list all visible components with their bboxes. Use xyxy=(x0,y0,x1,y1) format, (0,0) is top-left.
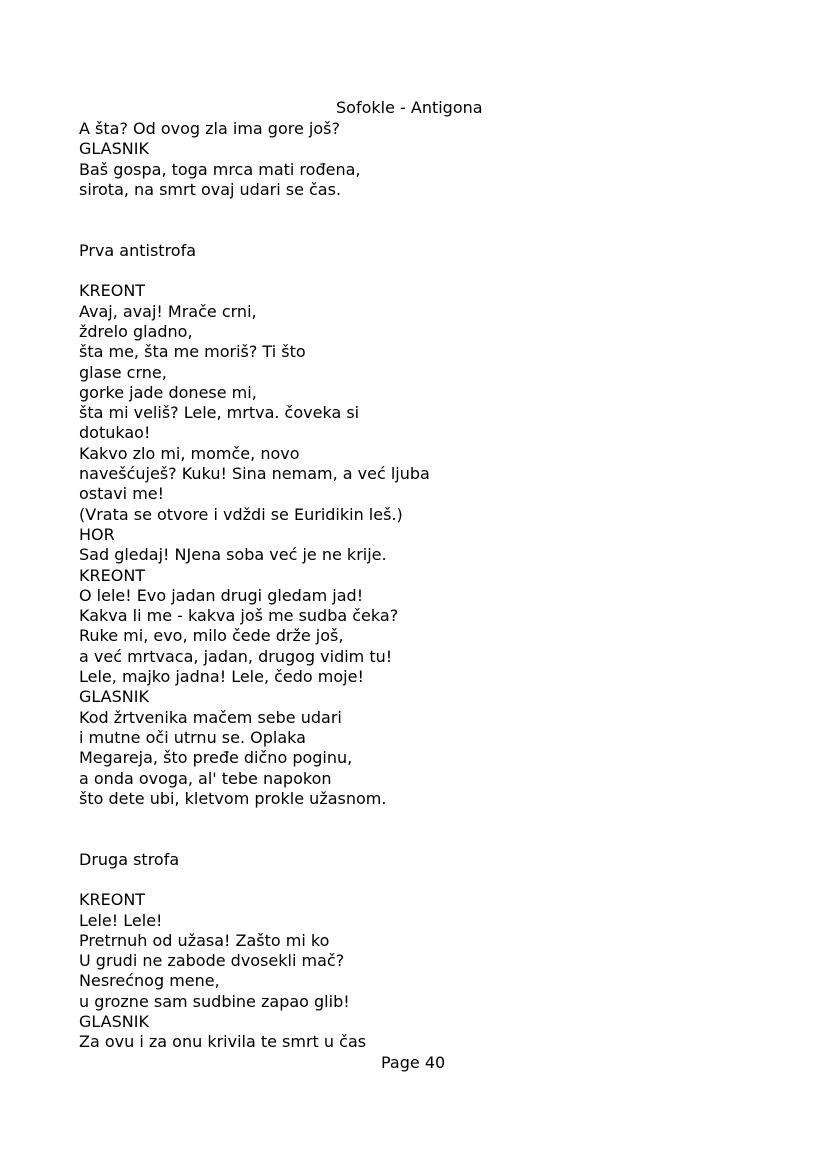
text-line: glase crne, xyxy=(79,362,167,382)
text-line: a već mrtvaca, jadan, drugog vidim tu! xyxy=(79,646,393,666)
text-line: Nesrećnog mene, xyxy=(79,971,220,991)
text-line: GLASNIK xyxy=(79,687,149,707)
text-line: A šta? Od ovog zla ima gore još? xyxy=(79,119,340,138)
text-line: GLASNIK xyxy=(79,139,149,159)
text-line: U grudi ne zabode dvosekli mač? xyxy=(79,951,345,971)
text-line: Pretrnuh od užasa! Zašto mi ko xyxy=(79,930,330,950)
blank-line xyxy=(79,809,779,829)
running-header: Sofokle - Antigona xyxy=(336,98,483,117)
text-line: Sad gledaj! NJena soba već je ne krije. xyxy=(79,545,387,565)
play-text xyxy=(79,119,779,1053)
text-line: Avaj, avaj! Mrače crni, xyxy=(79,301,257,321)
blank-line xyxy=(79,200,779,220)
text-line: Baš gospa, toga mrca mati rođena, xyxy=(79,159,361,179)
blank-line xyxy=(79,261,779,281)
text-line: O lele! Evo jadan drugi gledam jad! xyxy=(79,585,364,605)
text-line: GLASNIK xyxy=(79,1012,149,1032)
text-line: KREONT xyxy=(79,565,146,585)
text-line: a onda ovoga, al' tebe napokon xyxy=(79,768,332,788)
text-line: HOR xyxy=(79,524,115,544)
text-line: KREONT xyxy=(79,281,146,301)
text-line: (Vrata se otvore i vdždi se Euridikin leš.) xyxy=(79,504,403,524)
text-line: Megareja, što pređe dično poginu, xyxy=(79,748,353,768)
text-line: Lele, majko jadna! Lele, čedo moje! xyxy=(79,667,364,687)
text-line: Lele! Lele! xyxy=(79,910,163,930)
page-number: Page 40 xyxy=(381,1053,446,1072)
text-line: šta mi veliš? Lele, mrtva. čoveka si xyxy=(79,403,360,423)
text-line: ostavi me! xyxy=(79,484,165,504)
text-line: gorke jade donese mi, xyxy=(79,382,257,402)
text-line: sirota, na smrt ovaj udari se čas. xyxy=(79,179,342,199)
text-line: i mutne oči utrnu se. Oplaka xyxy=(79,727,306,747)
text-line: u grozne sam sudbine zapao glib! xyxy=(79,991,350,1011)
text-line: Kakva li me - kakva još me sudba čeka? xyxy=(79,606,399,626)
text-line: ždrelo gladno, xyxy=(79,321,193,341)
text-line: KREONT xyxy=(79,890,146,910)
blank-line xyxy=(79,220,779,240)
text-line: Kakvo zlo mi, momče, novo xyxy=(79,443,300,463)
blank-line xyxy=(79,870,779,890)
text-line: Kod žrtvenika mačem sebe udari xyxy=(79,707,342,727)
text-line: Ruke mi, evo, milo čede drže još, xyxy=(79,626,344,646)
text-line: dotukao! xyxy=(79,423,151,443)
blank-line xyxy=(79,829,779,849)
text-line: Prva antistrofa xyxy=(79,240,197,260)
text-line: Druga strofa xyxy=(79,849,180,869)
text-line: Za ovu i za onu krivila te smrt u čas xyxy=(79,1032,367,1052)
text-line: šta me, šta me moriš? Ti što xyxy=(79,342,306,362)
text-line: navešćuješ? Kuku! Sina nemam, a već ljuba xyxy=(79,464,430,484)
text-line: što dete ubi, kletvom prokle užasnom. xyxy=(79,788,387,808)
